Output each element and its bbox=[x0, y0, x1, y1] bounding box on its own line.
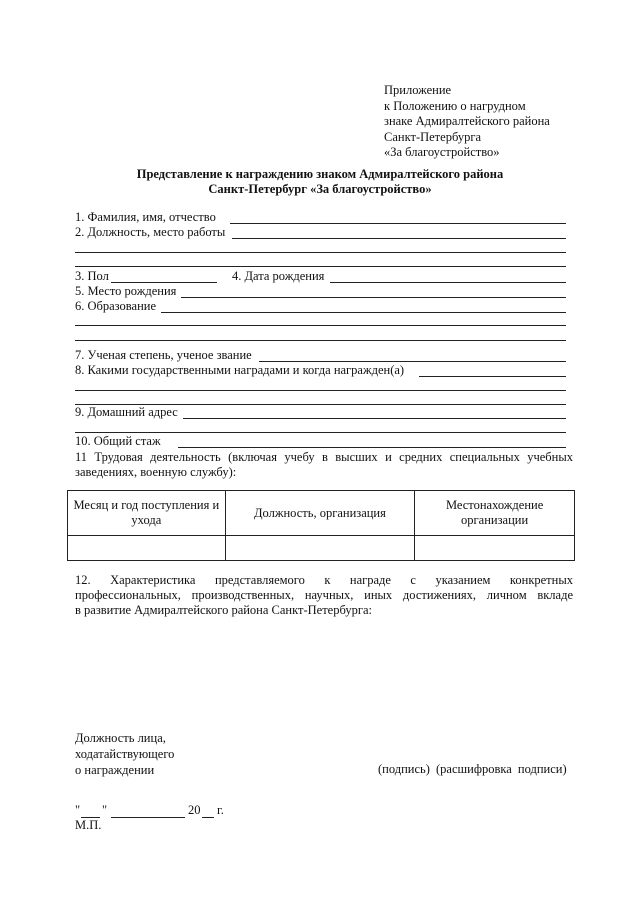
table-cell-dates[interactable] bbox=[68, 536, 226, 561]
table-cell-position[interactable] bbox=[225, 536, 415, 561]
characteristic-line-2: профессиональных, производственных, научных, иных достижениях, личном вкладе bbox=[75, 588, 573, 602]
date-open-quote: " bbox=[75, 803, 81, 817]
field-line-full-name[interactable] bbox=[230, 223, 566, 224]
nominator-position-label bbox=[75, 730, 174, 778]
table-header-row bbox=[68, 491, 575, 536]
table-header-location: Местонахождение организации bbox=[415, 491, 575, 536]
appendix-line: Приложение bbox=[384, 83, 452, 97]
field-line-state-awards-2[interactable] bbox=[75, 390, 566, 391]
field-line-home-address-2[interactable] bbox=[75, 432, 566, 433]
field-label-work-history-line-2: заведениях, военную службу): bbox=[75, 465, 237, 479]
field-line-academic-degree[interactable] bbox=[259, 361, 566, 362]
field-line-education-2[interactable] bbox=[75, 325, 566, 326]
date-month-line[interactable] bbox=[111, 817, 185, 818]
characteristic-line-3: в развитие Адмиралтейского района Санкт-Петербурга: bbox=[75, 603, 373, 617]
field-line-position-workplace-2[interactable] bbox=[75, 252, 566, 253]
date-year-suffix: г. bbox=[217, 803, 224, 817]
date-close-quote: " bbox=[102, 803, 108, 817]
appendix-line: к Положению о нагрудном bbox=[384, 98, 526, 113]
field-label-full-name: 1. Фамилия, имя, отчество bbox=[75, 210, 216, 224]
field-line-position-workplace[interactable] bbox=[232, 238, 566, 239]
date-year-line[interactable] bbox=[202, 817, 214, 818]
field-line-state-awards[interactable] bbox=[419, 376, 566, 377]
field-label-state-awards: 8. Какими государственными наградами и когда награжден(а) bbox=[75, 363, 405, 377]
appendix-line: знаке Адмиралтейского района bbox=[384, 114, 550, 128]
field-label-gender: 3. Пол bbox=[75, 269, 109, 283]
field-label-home-address: 9. Домашний адрес bbox=[75, 405, 178, 419]
field-line-position-workplace-3[interactable] bbox=[75, 266, 566, 267]
field-line-education[interactable] bbox=[161, 312, 566, 313]
document-title-line-2: Санкт-Петербург «За благоустройство» bbox=[208, 182, 432, 196]
signature-caption: (подпись) (расшифровка подписи) bbox=[378, 762, 567, 776]
field-line-total-experience[interactable] bbox=[178, 447, 566, 448]
field-line-education-3[interactable] bbox=[75, 340, 566, 341]
field-line-birthplace[interactable] bbox=[181, 297, 566, 298]
appendix-line: Санкт-Петербурга bbox=[384, 129, 482, 144]
field-label-birth-date: 4. Дата рождения bbox=[232, 269, 325, 283]
field-line-birth-date[interactable] bbox=[330, 282, 566, 283]
field-label-work-history-line-1: 11 Трудовая деятельность (включая учебу в высших и средних специальных учебных bbox=[75, 450, 573, 464]
table-row bbox=[68, 536, 575, 561]
nominator-position-line: о награждении bbox=[75, 763, 155, 777]
date-year-prefix: 20 bbox=[188, 803, 201, 817]
table-header-dates: Месяц и год поступления и ухода bbox=[68, 491, 226, 536]
appendix-line: «За благоустройство» bbox=[384, 145, 500, 159]
table-cell-location[interactable] bbox=[415, 536, 575, 561]
field-label-position-workplace: 2. Должность, место работы bbox=[75, 225, 226, 239]
field-label-academic-degree: 7. Ученая степень, ученое звание bbox=[75, 348, 252, 362]
field-label-birthplace: 5. Место рождения bbox=[75, 284, 177, 298]
appendix-note bbox=[384, 83, 550, 161]
document-title-line-1: Представление к награждению знаком Адмиралтейского района bbox=[136, 167, 504, 181]
field-line-home-address[interactable] bbox=[183, 418, 566, 419]
field-label-total-experience: 10. Общий стаж bbox=[75, 434, 161, 448]
characteristic-line-1: 12. Характеристика представляемого к награде с указанием конкретных bbox=[75, 573, 573, 587]
nominator-position-line: Должность лица, bbox=[75, 731, 166, 745]
work-history-table bbox=[67, 490, 575, 561]
field-label-education: 6. Образование bbox=[75, 299, 157, 313]
table-header-position: Должность, организация bbox=[225, 491, 415, 536]
stamp-place: М.П. bbox=[75, 818, 102, 832]
field-line-gender[interactable] bbox=[111, 282, 217, 283]
nominator-position-line: ходатайствующего bbox=[75, 747, 175, 761]
